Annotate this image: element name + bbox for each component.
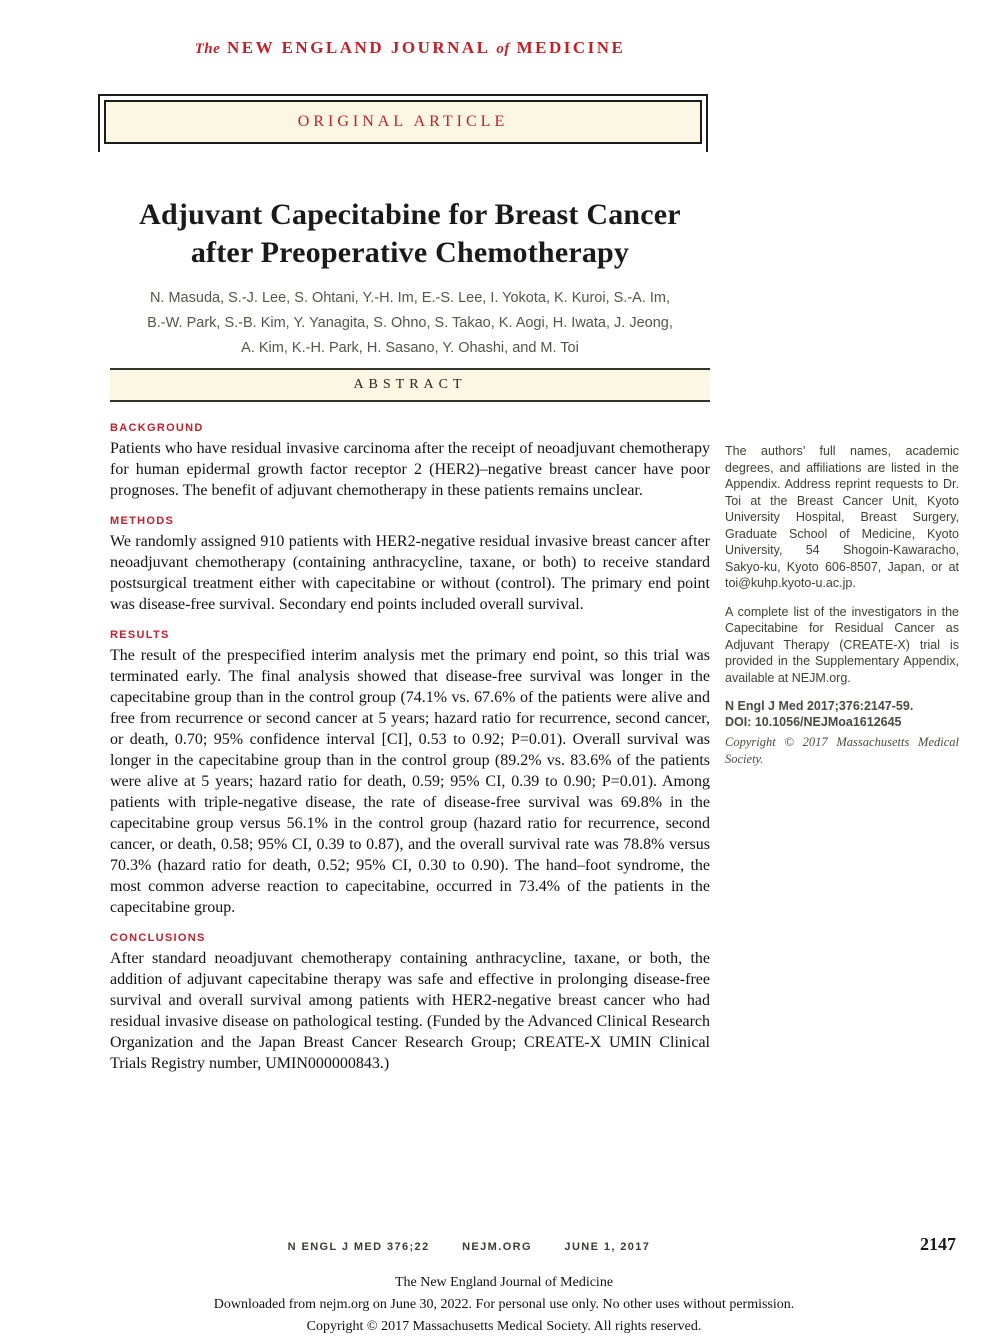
sidebar-doi: DOI: 10.1056/NEJMoa1612645 (725, 715, 902, 729)
masthead-medicine: MEDICINE (516, 38, 626, 57)
running-footer (98, 1241, 840, 1253)
section-text-conclusions: After standard neoadjuvant chemotherapy containing anthracycline, taxane, or both, the addition of adjuvant capecitabine therapy was safe and effective in prolonging disease-free survival and overall survival among patients with HER2-negative breast cancer who had residual invasive disease on pathological testing. (Funded by the Advanced Clinical Research Organization and the Japan Breast Cancer Research Group; CREATE-X UMIN Clinical Trials Registry number, UMIN000000843.) (110, 950, 710, 1072)
abstract-label: ABSTRACT (353, 377, 467, 392)
author-line: B.-W. Park, S.-B. Kim, Y. Yanagita, S. Ohno, S. Takao, K. Aogi, H. Iwata, J. Jeong, (147, 315, 673, 331)
article-title-line1: Adjuvant Capecitabine for Breast Cancer (139, 198, 681, 232)
footer-journal-ref: N ENGL J MED 376;22 (287, 1241, 430, 1253)
masthead-journal: NEW ENGLAND JOURNAL (227, 38, 490, 57)
section-text-background: Patients who have residual invasive carcinoma after the receipt of neoadjuvant chemotherapy for human epidermal growth factor receptor 2 (HER2)–negative breast cancer have poor prognoses. The benefit of adjuvant chemotherapy in these patients remains unclear. (110, 440, 710, 499)
masthead-of: of (496, 41, 510, 57)
author-list (96, 286, 724, 361)
sidebar-copyright: Copyright © 2017 Massachusetts Medical Society. (725, 735, 959, 766)
section-heading-results: RESULTS (110, 629, 170, 641)
notice-download-line: Downloaded from nejm.org on June 30, 2022. For personal use only. No other uses without permission. (213, 1297, 795, 1312)
section-text-methods: We randomly assigned 910 patients with HER2-negative residual invasive breast cancer after neoadjuvant chemotherapy (containing anthracycline, taxane, or both) to receive standard postsurgical treatment either with capecitabine or without (control). The primary end point was disease-free survival. Secondary end points included overall survival. (110, 533, 710, 613)
author-line: N. Masuda, S.-J. Lee, S. Ohtani, Y.-H. Im, E.-S. Lee, I. Yokota, K. Kuroi, S.-A. Im, (149, 290, 671, 306)
notice-journal-name: The New England Journal of Medicine (394, 1275, 614, 1290)
sidebar-notes (725, 443, 959, 779)
article-title-line2: after Preoperative Chemotherapy (190, 236, 630, 270)
article-title (104, 196, 716, 272)
footer-site: NEJM.ORG (462, 1241, 532, 1253)
kicker-label: ORIGINAL ARTICLE (297, 113, 509, 130)
author-line: A. Kim, K.-H. Park, H. Sasano, Y. Ohashi, and M. Toi (241, 340, 579, 356)
original-article-frame (98, 94, 708, 152)
sidebar-affiliations-note: The authors’ full names, academic degrees, and affiliations are listed in the Appendix. Address reprint requests to Dr. Toi at the Breast Cancer Unit, Kyoto University Hospital, Breast Surgery, Graduate School of Medicine, Kyoto University, 54 Shogoin-Kawaracho, Sakyo-ku, Kyoto 606-8507, Japan, or at toi@kuhp.kyoto-u.ac.jp. (725, 444, 959, 590)
original-article-box (104, 100, 702, 144)
notice-copyright-line: Copyright © 2017 Massachusetts Medical Society. All rights reserved. (306, 1319, 702, 1334)
abstract-column (110, 414, 710, 1074)
sidebar-citation: N Engl J Med 2017;376:2147-59. (725, 699, 914, 713)
journal-masthead (104, 38, 716, 58)
masthead-the: The (194, 41, 221, 57)
download-notice (0, 1272, 1008, 1338)
section-heading-conclusions: CONCLUSIONS (110, 932, 206, 944)
section-heading-methods: METHODS (110, 515, 175, 527)
section-text-results: The result of the prespecified interim analysis met the primary end point, so this trial was terminated early. The final analysis showed that disease-free survival was longer in the capecitabine group than in the control group (74.1% vs. 67.6% of the patients were alive and free from recurrence or second cancer at 5 years; hazard ratio for recurrence, second cancer, or death, 0.70; 95% confidence interval [CI], 0.53 to 0.92; P=0.01). Overall survival was longer in the capecitabine group than in the control group (89.2% vs. 83.6% of the patients were alive at 5 years; hazard ratio for death, 0.59; 95% CI, 0.39 to 0.90; P=0.01). Among patients with triple-negative disease, the rate of disease-free survival was 69.8% in the capecitabine group versus 56.1% in the control group (hazard ratio for recurrence, second cancer, or death, 0.58; 95% CI, 0.39 to 0.87), and the overall survival rate was 78.8% versus 70.3% (hazard ratio for death, 0.52; 95% CI, 0.30 to 0.90). The hand–foot syndrome, the most common adverse reaction to capecitabine, occurred in 73.4% of the patients in the capecitabine group. (110, 647, 710, 916)
abstract-header-bar (110, 368, 710, 402)
footer-date: JUNE 1, 2017 (564, 1241, 651, 1253)
section-heading-background: BACKGROUND (110, 422, 204, 434)
page-number: 2147 (920, 1234, 956, 1254)
sidebar-investigators-note: A complete list of the investigators in the Capecitabine for Residual Cancer as Adjuvant Therapy (CREATE-X) trial is provided in the Supplementary Appendix, available at NEJM.org. (725, 604, 959, 685)
